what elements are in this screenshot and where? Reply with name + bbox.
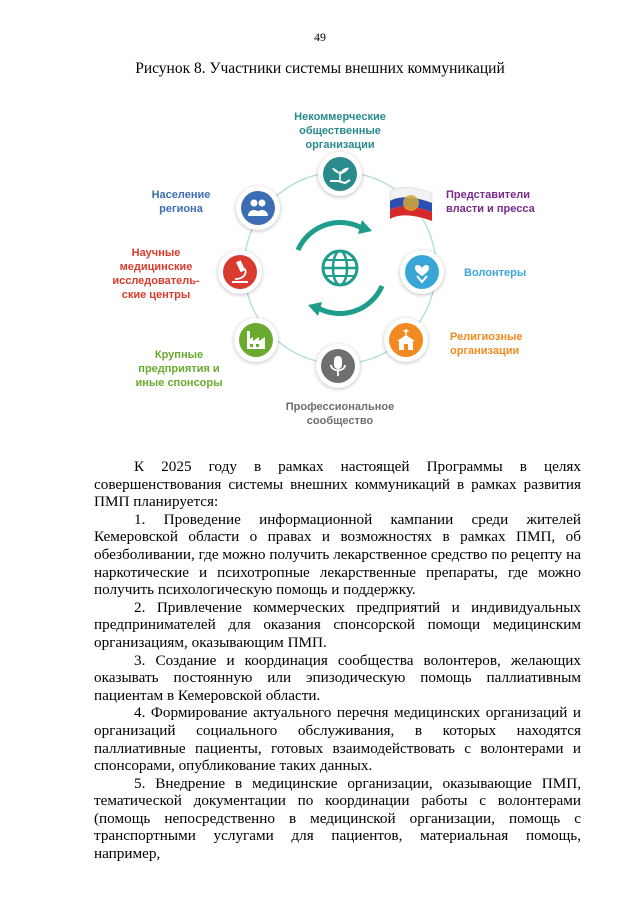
label-population: Население региона — [151, 189, 211, 215]
people-icon — [241, 191, 275, 225]
paragraph-intro: К 2025 году в рамках настоящей Программы в целях совершенствования системы внешних коммуникаций в рамках развития ПМП планируется: — [94, 458, 581, 511]
microphone-icon — [321, 349, 355, 383]
node-authorities — [386, 183, 436, 227]
label-religious: Религиозные организации — [450, 331, 523, 357]
node-research — [218, 250, 262, 294]
node-professional — [316, 344, 360, 388]
paragraph-item-5: 5. Внедрение в медицинские организации, оказывающие ПМП, тематической документации по координации работы с волонтерами (помощь непосредственно в медицинской организации, помощь с транспортными услугами для пациентов, материальная помощь, например, — [94, 774, 581, 863]
label-research: Научные медицинские исследователь- ские центры — [112, 247, 200, 301]
label-authorities: Представители власти и пресса — [446, 189, 535, 215]
label-volunteers: Волонтеры — [464, 267, 527, 279]
flag-emblem-icon — [386, 183, 436, 227]
node-enterprises — [234, 318, 278, 362]
node-religious — [384, 318, 428, 362]
paragraph-item-4: 4. Формирование актуального перечня медицинских организаций и организаций социального обслуживания, в которых находятся паллиативные пациенты, готовых взаимодействовать с волонтерами и спонсорами, опубликование таких данных. — [94, 704, 581, 775]
arrow-head-top — [358, 220, 372, 234]
node-nonprofit — [318, 152, 362, 196]
body-text — [94, 458, 581, 863]
label-enterprises: Крупные предприятия и иные спонсоры — [135, 349, 223, 389]
factory-icon — [239, 323, 273, 357]
arrow-arc-bottom — [318, 286, 382, 314]
hand-sprout-icon — [323, 157, 357, 191]
volunteer-heart-icon — [405, 255, 439, 289]
figure-caption: Рисунок 8. Участники системы внешних коммуникаций — [135, 60, 505, 77]
arrow-arc-top — [298, 222, 362, 250]
label-nonprofit: Некоммерческие общественные организации — [294, 111, 386, 151]
paragraph-item-1: 1. Проведение информационной кампании среди жителей Кемеровской области о правах и возможностях в рамках ПМП, об обезболивании, где можно получить лекарственное средство по рецепту на наркотические и психотропные лекарственные препараты, где можно получить психологическую помощь и поддержку. — [94, 510, 581, 599]
church-icon — [389, 323, 423, 357]
center-globe-icon — [320, 248, 360, 288]
paragraph-item-2: 2. Привлечение коммерческих предприятий и индивидуальных предпринимателей для оказания спонсорской помощи медицинским организациям, оказывающим ПМП. — [94, 598, 581, 651]
participants-diagram — [100, 100, 560, 440]
microscope-icon — [223, 255, 257, 289]
node-population — [236, 186, 280, 230]
paragraph-item-3: 3. Создание и координация сообщества волонтеров, желающих оказывать постоянную или эпизодическую помощь паллиативным пациентам в Кемеровской области. — [94, 651, 581, 704]
node-volunteers — [400, 250, 444, 294]
arrow-head-bottom — [308, 302, 322, 316]
page-number: 49 — [314, 30, 326, 44]
label-professional: Профессиональное сообщество — [285, 401, 395, 427]
